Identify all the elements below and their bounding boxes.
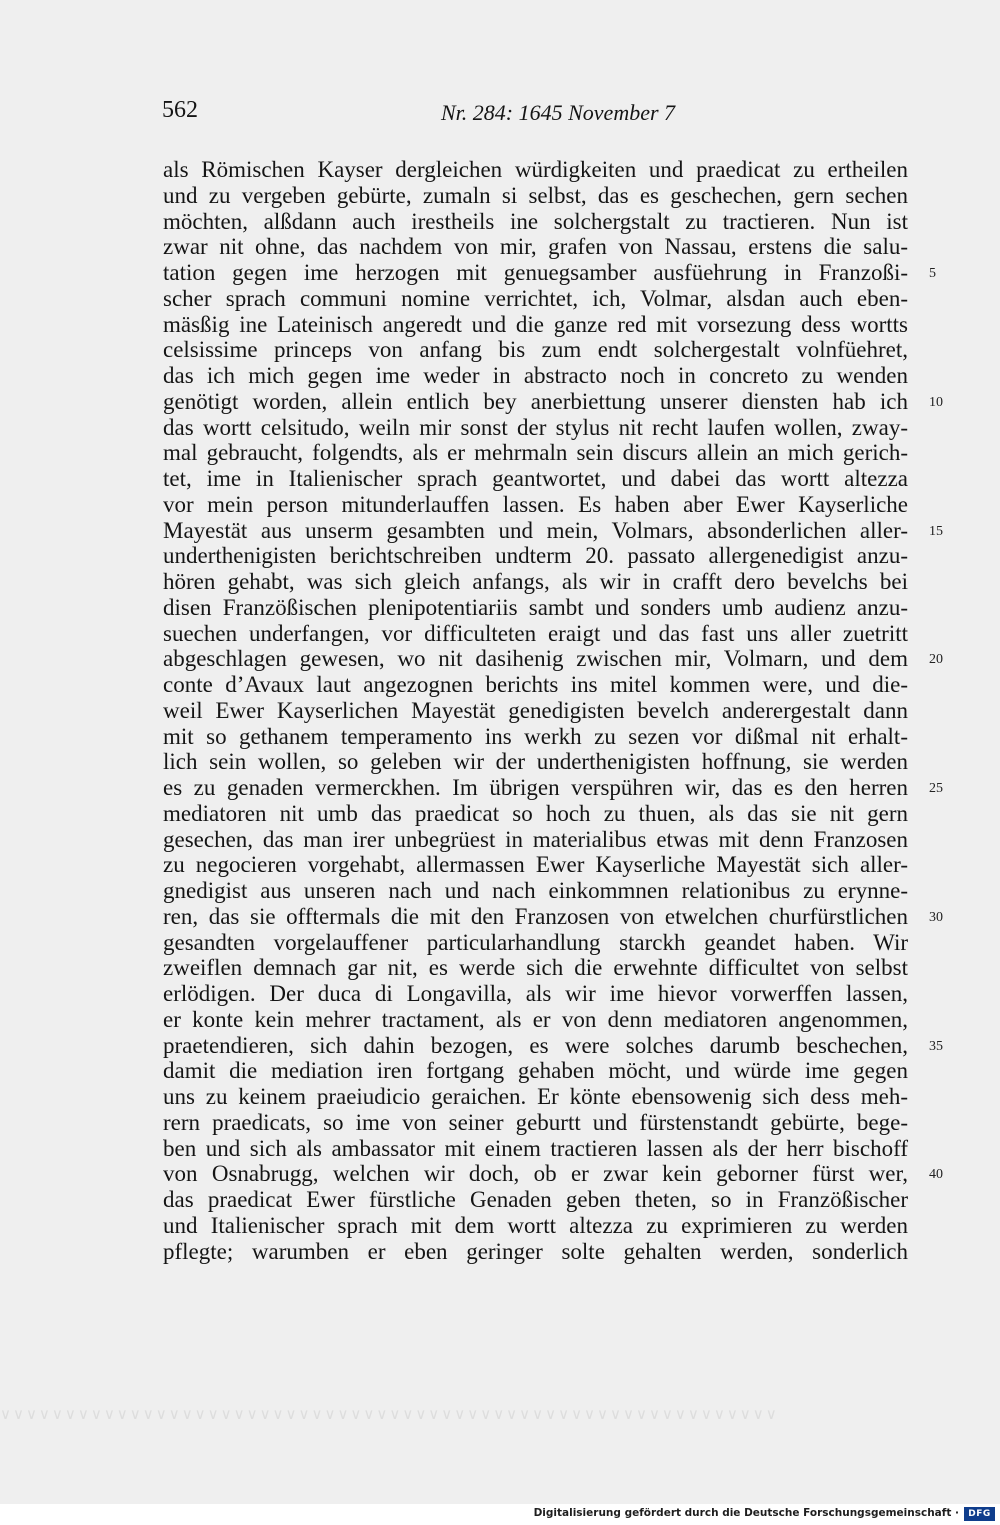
line-number: 25 bbox=[929, 781, 943, 796]
footer-credit: Digitalisierung gefördert durch die Deutsche Forschungsgemeinschaft · bbox=[533, 1507, 959, 1519]
line-text: weil Ewer Kayserlichen Mayestät genedigisten bevelch anderergestalt dann bbox=[163, 697, 908, 723]
line-text: pflegte; warumben er eben geringer solte gehalten werden, sonderlich bbox=[163, 1238, 908, 1264]
line-text: uns zu keinem praeiudicio geraichen. Er könte ebensowenig sich dess meh- bbox=[163, 1084, 908, 1109]
line-number: 10 bbox=[929, 394, 943, 410]
text-line bbox=[163, 1136, 908, 1162]
text-line bbox=[163, 1007, 908, 1033]
line-text: zwar nit ohne, das nachdem von mir, grafen von Nassau, erstens die salu- bbox=[163, 234, 908, 260]
line-number: 5 bbox=[929, 266, 936, 281]
text-line bbox=[163, 955, 908, 981]
text-line bbox=[163, 646, 943, 672]
text-line bbox=[163, 1032, 943, 1059]
text-line bbox=[163, 878, 908, 904]
line-text: ben und sich als ambassator mit einem tractieren lassen als der herr bischoff bbox=[163, 1135, 908, 1161]
line-text: underthenigisten berichtschreiben undterm 20. passato allergenedigist anzu- bbox=[163, 543, 908, 569]
line-text: das praedicat Ewer fürstliche Genaden geben theten, so in Franzößischer bbox=[163, 1187, 908, 1212]
line-text: suechen underfangen, vor difficulteten eraigt und das fast uns aller zuetritt bbox=[163, 620, 908, 646]
text-line bbox=[163, 981, 908, 1007]
text-line bbox=[163, 337, 908, 363]
text-line bbox=[163, 286, 908, 312]
line-text: scher sprach communi nomine verrichtet, ich, Volmar, alsdan auch eben- bbox=[163, 285, 908, 311]
line-text: erlödigen. Der duca di Longavilla, als wir ime hievor vorwerffen lassen, bbox=[163, 981, 908, 1006]
text-line bbox=[163, 183, 908, 209]
line-text: conte d’Avaux laut angezognen berichts ins mitel kommen were, und die- bbox=[163, 672, 908, 697]
line-text: mit so gethanem temperamento ins werkh zu sezen vor dißmal nit erhalt- bbox=[163, 723, 908, 749]
line-text: zu negocieren vorgehabt, allermassen Ewer Kayserliche Mayestät sich aller- bbox=[163, 852, 908, 878]
text-line bbox=[163, 492, 908, 518]
text-line bbox=[163, 209, 908, 235]
line-text: zweiflen demnach gar nit, es werde sich die erwehnte difficultet von selbst bbox=[163, 955, 908, 981]
line-text: und Italienischer sprach mit dem wortt altezza zu exprimieren zu werden bbox=[163, 1212, 908, 1238]
line-text: er konte kein mehrer tractament, als er von denn mediatoren angenommen, bbox=[163, 1006, 908, 1032]
text-line bbox=[163, 363, 908, 389]
line-text: das ich mich gegen ime weder in abstracto noch in concreto zu wenden bbox=[163, 363, 908, 388]
text-line bbox=[163, 724, 908, 750]
text-line bbox=[163, 517, 943, 544]
text-line bbox=[163, 312, 908, 338]
text-line bbox=[163, 621, 908, 647]
line-text: es zu genaden vermerckhen. Im übrigen verspühren wir, das es den herren bbox=[163, 775, 908, 800]
text-line bbox=[163, 1161, 943, 1187]
text-line bbox=[163, 827, 908, 853]
line-number: 35 bbox=[929, 1038, 943, 1054]
body-text bbox=[163, 157, 943, 1264]
line-text: genötigt worden, allein entlich bey anerbiettung unserer diensten hab ich bbox=[163, 388, 908, 414]
text-line bbox=[163, 1187, 908, 1213]
text-line bbox=[163, 1239, 908, 1265]
line-text: praetendieren, sich dahin bezogen, es were solches darumb beschechen, bbox=[163, 1032, 908, 1058]
line-text: lich sein wollen, so geleben wir der underthenigisten hoffnung, sie werden bbox=[163, 749, 908, 775]
text-line bbox=[163, 157, 908, 183]
line-text: mal gebraucht, folgendts, als er mehrmaln sein discurs allein an mich gerich- bbox=[163, 440, 908, 466]
line-text: disen Franzößischen plenipotentiariis sambt und sonders umb audienz anzu- bbox=[163, 594, 908, 620]
line-text: möchten, alßdann auch irestheils ine solchergstalt zu tractieren. Nun ist bbox=[163, 208, 908, 234]
line-text: als Römischen Kayser dergleichen würdigkeiten und praedicat zu ertheilen bbox=[163, 157, 908, 182]
text-line bbox=[163, 543, 908, 569]
line-text: hören gehabt, was sich gleich anfangs, als wir in crafft dero bevelchs bei bbox=[163, 569, 908, 594]
line-text: vor mein person mitunderlauffen lassen. Es haben aber Ewer Kayserliche bbox=[163, 491, 908, 517]
text-line bbox=[163, 749, 908, 775]
line-number: 30 bbox=[929, 909, 943, 925]
text-line bbox=[163, 595, 908, 621]
line-text: gesandten vorgelauffener particularhandlung starckh geandet haben. Wir bbox=[163, 929, 908, 955]
line-text: mäsßig ine Lateinisch angeredt und die ganze red mit vorsezung dess wortts bbox=[163, 311, 908, 337]
text-line bbox=[163, 569, 908, 595]
line-text: tet, ime in Italienischer sprach geantwortet, und dabei das wortt altezza bbox=[163, 466, 908, 491]
text-line bbox=[163, 930, 908, 956]
line-number: 40 bbox=[929, 1167, 943, 1183]
line-text: gnedigist aus unseren nach und nach einkommnen relationibus zu erynne- bbox=[163, 878, 908, 903]
text-line bbox=[163, 698, 908, 724]
text-line bbox=[163, 260, 936, 286]
line-text: von Osnabrugg, welchen wir doch, ob er zwar kein geborner fürst wer, bbox=[163, 1161, 908, 1187]
text-line bbox=[163, 775, 943, 801]
text-line bbox=[163, 388, 943, 415]
line-text: celsissime princeps von anfang bis zum endt solchergestalt volnfüehret, bbox=[163, 337, 908, 363]
line-number: 15 bbox=[929, 523, 943, 539]
text-line bbox=[163, 466, 908, 492]
line-text: damit die mediation iren fortgang gehaben möcht, und würde ime gegen bbox=[163, 1058, 908, 1084]
line-text: gesechen, das man irer unbegrüest in materialibus etwas mit denn Franzosen bbox=[163, 826, 908, 852]
text-line bbox=[163, 852, 908, 878]
text-line bbox=[163, 1058, 908, 1084]
running-head: Nr. 284: 1645 November 7 bbox=[441, 100, 676, 125]
line-text: ren, das sie offtermals die mit den Franzosen von etwelchen churfürstlichen bbox=[163, 903, 908, 929]
scan-border-artifact: ∨∨∨∨∨∨∨∨∨∨∨∨∨∨∨∨∨∨∨∨∨∨∨∨∨∨∨∨∨∨∨∨∨∨∨∨∨∨∨∨∨∨∨∨∨∨∨∨∨∨∨∨∨∨∨∨∨∨∨∨ bbox=[0, 1405, 779, 1423]
line-text: Mayestät aus unserm gesambten und mein, Volmars, absonderlichen aller- bbox=[163, 517, 908, 543]
text-line bbox=[163, 1213, 908, 1239]
line-text: tation gegen ime herzogen mit genuegsamber ausfüehrung in Franzoßi- bbox=[163, 260, 908, 285]
text-line bbox=[163, 903, 943, 930]
text-line bbox=[163, 415, 908, 441]
text-line bbox=[163, 1084, 908, 1110]
line-number: 20 bbox=[929, 652, 943, 668]
text-line bbox=[163, 672, 908, 698]
line-text: das wortt celsitudo, weiln mir sonst der stylus nit recht laufen wollen, zway- bbox=[163, 414, 908, 440]
line-text: und zu vergeben gebürte, zumaln si selbst, das es geschechen, gern sechen bbox=[163, 182, 908, 208]
dfg-logo[interactable]: DFG bbox=[964, 1507, 995, 1521]
line-text: rern praedicats, so ime von seiner geburtt und fürstenstandt gebürte, bege- bbox=[163, 1109, 908, 1135]
line-text: mediatoren nit umb das praedicat so hoch zu thuen, als das sie nit gern bbox=[163, 800, 908, 826]
text-line bbox=[163, 234, 908, 260]
text-line bbox=[163, 1110, 908, 1136]
page-number: 562 bbox=[162, 97, 198, 123]
text-line bbox=[163, 801, 908, 827]
footer-bar bbox=[0, 1504, 1000, 1525]
line-text: abgeschlagen gewesen, wo nit dasihenig zwischen mir, Volmarn, und dem bbox=[163, 646, 908, 672]
text-line bbox=[163, 440, 908, 466]
